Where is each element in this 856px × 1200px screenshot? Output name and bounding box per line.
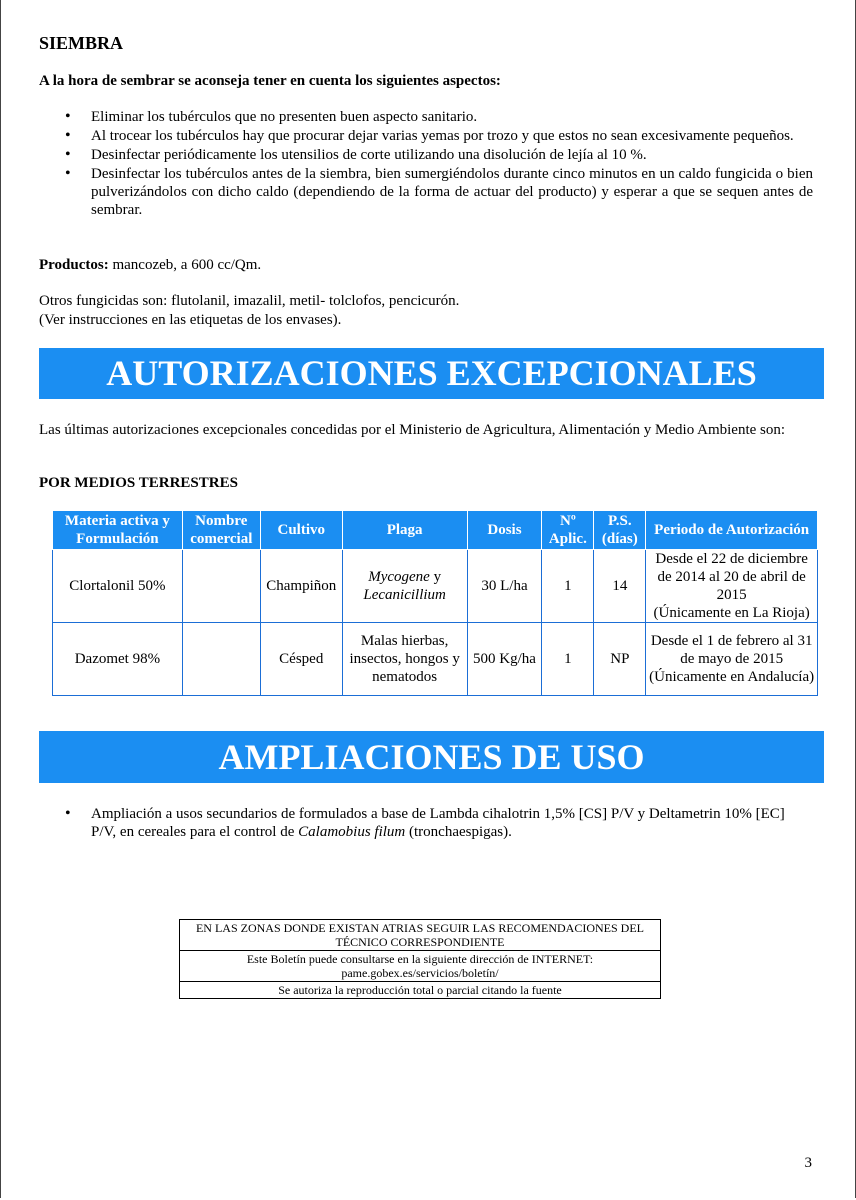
table-row xyxy=(53,623,818,696)
banner-title: AUTORIZACIONES EXCEPCIONALES xyxy=(106,353,757,393)
col-header-dosis: Dosis xyxy=(467,511,542,550)
col-header-aplic: Nº Aplic. xyxy=(542,511,594,550)
cell-plaga xyxy=(342,550,467,623)
list-item: • Al trocear los tubérculos hay que procurar dejar varias yemas por trozo y que estos no sean excesivamente pequeños. xyxy=(58,127,813,145)
footer-notice-box xyxy=(179,919,661,999)
footer-notice-line: EN LAS ZONAS DONDE EXISTAN ATRIAS SEGUIR LAS RECOMENDACIONES DEL TÉCNICO CORRESPONDIENTE xyxy=(180,920,661,951)
list-item: • Desinfectar los tubérculos antes de la siembra, bien sumergiéndolos durante cinco minutos en un caldo fungicida o bien pulverizándolos con dicho caldo (dependiendo de la forma de actuar del producto) y esperar a que se sequen antes de sembrar. xyxy=(58,165,813,219)
footer-reproduction-line: Se autoriza la reproducción total o parcial citando la fuente xyxy=(180,982,661,999)
col-header-materia: Materia activa y Formulación xyxy=(53,511,183,550)
cell-materia: Dazomet 98% xyxy=(53,623,183,696)
cell-periodo xyxy=(646,623,818,696)
periodo-text: Desde el 1 de febrero al 31 de mayo de 2015 xyxy=(650,633,813,667)
subheading-medios-terrestres: POR MEDIOS TERRESTRES xyxy=(39,475,238,491)
col-header-ps: P.S. (días) xyxy=(594,511,646,550)
cell-nombre xyxy=(182,623,260,696)
banner-title: AMPLIACIONES DE USO xyxy=(218,737,645,777)
list-item: • Desinfectar periódicamente los utensilios de corte utilizando una disolución de lejía al 10 %. xyxy=(58,146,813,164)
table-header-row xyxy=(53,511,818,550)
plaga-name: Mycogene xyxy=(368,569,430,585)
species-name: Calamobius filum xyxy=(298,824,406,840)
ampliaciones-bullet-list xyxy=(58,805,798,842)
periodo-text: Desde el 22 de diciembre de 2014 al 20 de abril de 2015 xyxy=(655,551,808,603)
productos-value: mancozeb, a 600 cc/Qm. xyxy=(108,257,262,273)
cell-cultivo: Césped xyxy=(260,623,342,696)
cell-periodo xyxy=(646,550,818,623)
footer-url-label: Este Boletín puede consultarse en la siguiente dirección de INTERNET: xyxy=(246,952,594,966)
periodo-note: (Únicamente en Andalucía) xyxy=(649,669,815,685)
otros-fungicidas: Otros fungicidas son: flutolanil, imazalil, metil- tolclofos, pencicurón. xyxy=(39,293,460,309)
list-item: • Eliminar los tubérculos que no presenten buen aspecto sanitario. xyxy=(58,108,813,126)
col-header-cultivo: Cultivo xyxy=(260,511,342,550)
cell-cultivo: Champiñon xyxy=(260,550,342,623)
siembra-lead: A la hora de sembrar se aconseja tener en cuenta los siguientes aspectos: xyxy=(39,73,501,89)
productos-label: Productos: xyxy=(39,257,109,273)
ampliacion-text-end: (tronchaespigas). xyxy=(405,824,512,840)
col-header-periodo: Periodo de Autorización xyxy=(646,511,818,550)
cell-dosis: 30 L/ha xyxy=(467,550,542,623)
cell-ps: NP xyxy=(594,623,646,696)
section-heading-siembra: SIEMBRA xyxy=(39,33,124,53)
footer-url-cell xyxy=(180,951,661,982)
cell-plaga: Malas hierbas, insectos, hongos y nematodos xyxy=(342,623,467,696)
ampliacion-text: Ampliación a usos secundarios de formulados a base de Lambda cihalotrin 1,5% [CS] P/V y Deltametrin 10% [EC] P/V, en cereales para el control de xyxy=(91,806,785,840)
cell-nombre xyxy=(182,550,260,623)
cell-dosis: 500 Kg/ha xyxy=(467,623,542,696)
list-item xyxy=(58,805,798,841)
autorizaciones-intro: Las últimas autorizaciones excepcionales concedidas por el Ministerio de Agricultura, Alimentación y Medio Ambiente son: xyxy=(39,422,786,438)
siembra-bullet-list xyxy=(58,108,813,220)
footer-url: pame.gobex.es/servicios/boletín/ xyxy=(341,966,499,980)
col-header-plaga: Plaga xyxy=(342,511,467,550)
productos-line xyxy=(39,256,261,274)
autorizaciones-table xyxy=(52,510,818,696)
banner-ampliaciones xyxy=(39,731,824,783)
plaga-name: Lecanicillium xyxy=(363,587,446,603)
ver-instrucciones: (Ver instrucciones en las etiquetas de los envases). xyxy=(39,312,342,328)
table-row xyxy=(53,550,818,623)
cell-ps: 14 xyxy=(594,550,646,623)
cell-aplic: 1 xyxy=(542,550,594,623)
plaga-conj: y xyxy=(429,569,442,585)
cell-materia: Clortalonil 50% xyxy=(53,550,183,623)
cell-aplic: 1 xyxy=(542,623,594,696)
page-number: 3 xyxy=(804,1155,812,1171)
banner-autorizaciones xyxy=(39,348,824,399)
col-header-nombre: Nombre comercial xyxy=(182,511,260,550)
periodo-note: (Únicamente en La Rioja) xyxy=(653,605,810,621)
